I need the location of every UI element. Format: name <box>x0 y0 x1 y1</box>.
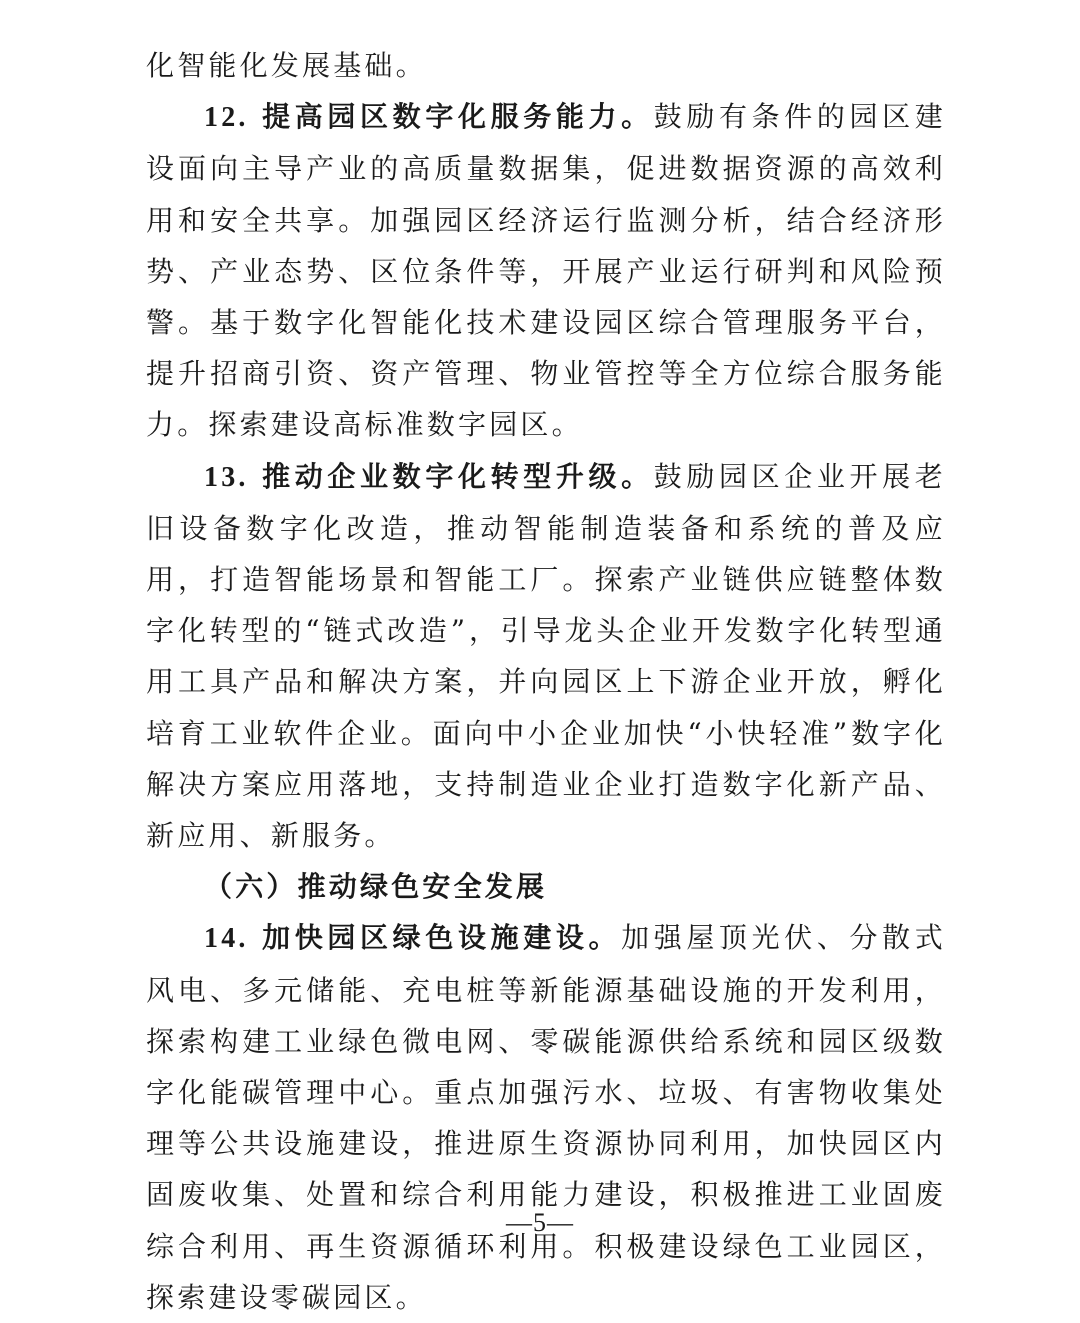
section-heading: （六）推动绿色安全发展 <box>204 870 548 904</box>
paragraph-item-14 <box>146 912 946 1323</box>
item-number: 13. <box>204 461 249 493</box>
document-body <box>146 40 946 1323</box>
item-body: 鼓励有条件的园区建设面向主导产业的高质量数据集，促进数据资源的高效利用和安全共享。加强园区经济运行监测分析，结合经济形势、产业态势、区位条件等，开展产业运行研判和风险预警。基于数字化智能化技术建设园区综合管理服务平台，提升招商引资、资产管理、物业管控等全方位综合服务能力。探索建设高标准数字园区。 <box>146 100 947 442</box>
paragraph-item-13 <box>146 451 946 862</box>
item-number: 14. <box>204 923 249 955</box>
item-heading: 推动企业数字化转型升级。 <box>262 459 654 493</box>
paragraph-item-12 <box>146 91 946 450</box>
item-heading: 提高园区数字化服务能力。 <box>262 100 654 134</box>
item-body: 加强屋顶光伏、分散式风电、多元储能、充电桩等新能源基础设施的开发利用，探索构建工业绿色微电网、零碳能源供给系统和园区级数字化能碳管理中心。重点加强污水、垃圾、有害物收集处理等公共设施建设，推进原生资源协同利用，加快园区内固废收集、处置和综合利用能力建设，积极推进工业固废综合利用、再生资源循环利用。积极建设绿色工业园区，探索建设零碳园区。 <box>146 921 946 1314</box>
item-body: 鼓励园区企业开展老旧设备数字化改造，推动智能制造装备和系统的普及应用，打造智能场景和智能工厂。探索产业链供应链整体数字化转型的“链式改造”，引导龙头企业开发数字化转型通用工具产品和解决方案，并向园区上下游企业开放，孵化培育工业软件企业。面向中小企业加快“小快轻准”数字化解决方案应用落地，支持制造业企业打造数字化新产品、新应用、新服务。 <box>146 459 947 853</box>
item-number: 12. <box>204 102 249 134</box>
page-number: —5— <box>506 1208 574 1237</box>
paragraph-intro-tail: 化智能化发展基础。 <box>146 49 427 82</box>
item-heading: 加快园区绿色设施建设。 <box>262 921 622 955</box>
